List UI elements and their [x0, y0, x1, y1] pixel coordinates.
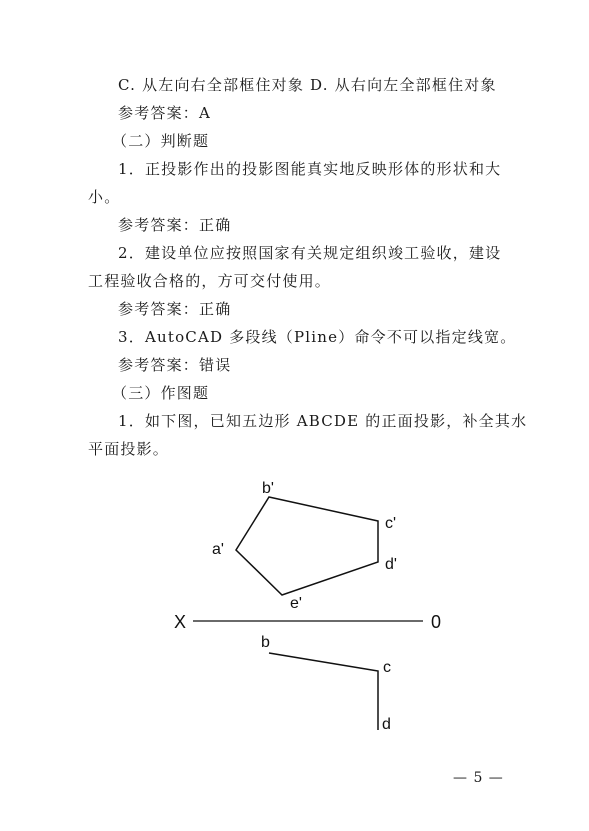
text-line: 1．如下图，已知五边形 ABCDE 的正面投影，补全其水 [118, 412, 528, 430]
text-line: 小。 [88, 188, 121, 206]
label-b: b [261, 634, 270, 651]
label-d-prime: d' [385, 556, 397, 573]
text-line: 工程验收合格的，方可交付使用。 [88, 272, 332, 290]
text-line: 参考答案：正确 [118, 300, 232, 318]
label-c-prime: c' [385, 515, 397, 532]
horizontal-projection-lines [269, 653, 378, 730]
text-line: 1．正投影作出的投影图能真实地反映形体的形状和大 [118, 160, 502, 178]
page-number: — 5 — [453, 770, 504, 786]
label-e-prime: e' [290, 595, 302, 612]
text-line: 2．建设单位应按照国家有关规定组织竣工验收，建设 [118, 244, 502, 262]
label-c: c [383, 659, 391, 676]
text-line: 3．AutoCAD 多段线（Pline）命令不可以指定线宽。 [118, 328, 517, 346]
section-heading: （三）作图题 [112, 384, 210, 402]
label-d: d [382, 716, 391, 733]
label-x: X [174, 612, 187, 632]
text-line: 平面投影。 [88, 440, 170, 458]
pentagon-front-projection [236, 497, 378, 595]
text-line: 参考答案：正确 [118, 216, 232, 234]
section-heading: （二）判断题 [112, 132, 210, 150]
label-o: 0 [431, 612, 442, 632]
label-a-prime: a' [212, 541, 224, 558]
label-b-prime: b' [262, 480, 274, 497]
text-line: 参考答案：错误 [118, 356, 232, 374]
text-line: C. 从左向右全部框住对象 D. 从右向左全部框住对象 [118, 76, 497, 94]
text-line: 参考答案：A [118, 104, 212, 122]
